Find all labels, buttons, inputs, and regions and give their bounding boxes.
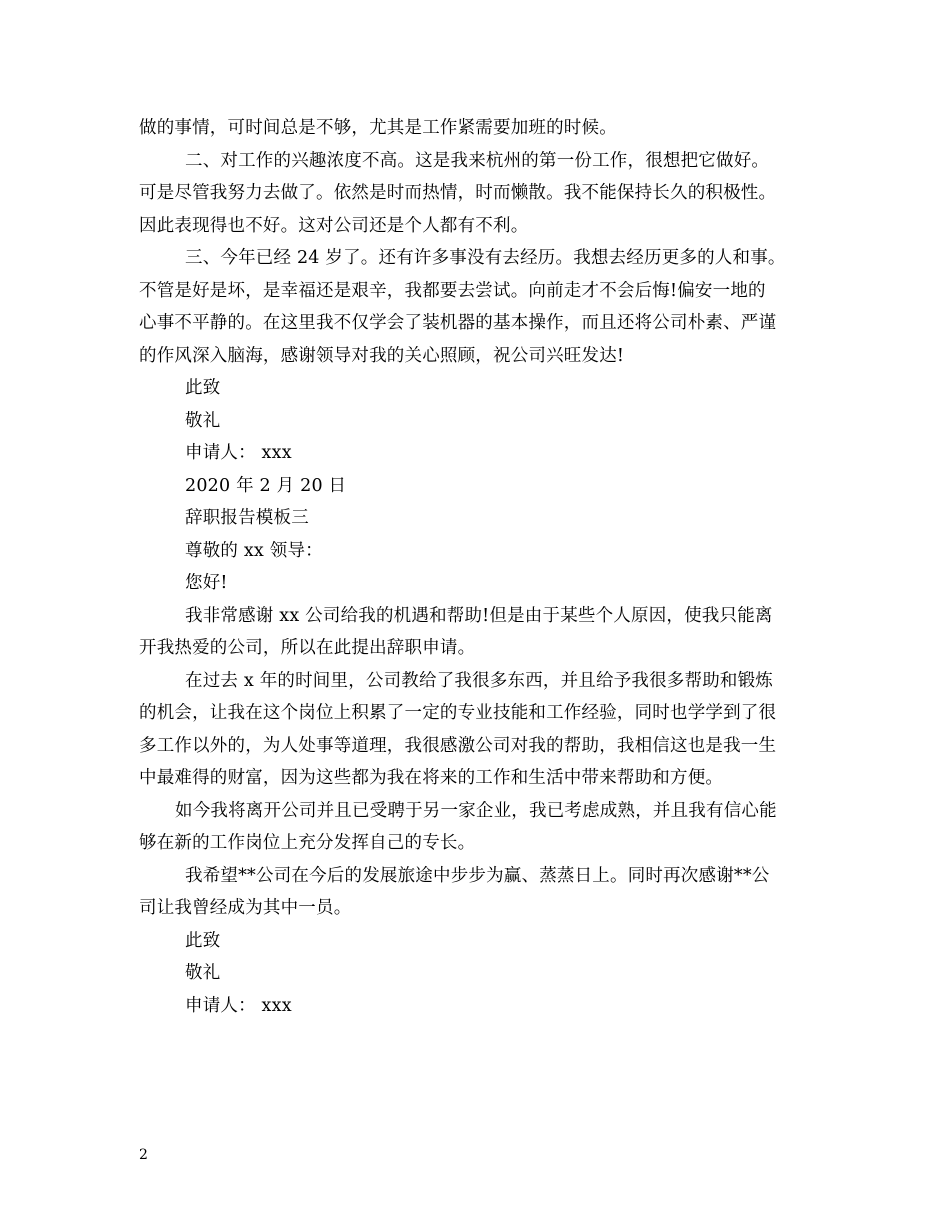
text-line: 此致: [185, 378, 221, 398]
page-number: 2: [139, 1147, 148, 1163]
text-line: 敬礼: [185, 410, 221, 431]
text-line: 做的事情，可时间总是不够，尤其是工作紧需要加班的时候。: [139, 118, 617, 138]
text-line: 司让我曾经成为其中一员。: [139, 898, 352, 918]
text-line: 尊敬的 xx 领导：: [185, 540, 323, 561]
text-line: 因此表现得也不好。这对公司还是个人都有不利。: [139, 215, 529, 236]
text-line: 我希望**公司在今后的发展旅途中步步为赢、蒸蒸日上。同时再次感谢**公: [185, 865, 770, 886]
text-line: 的机会，让我在这个岗位上积累了一定的专业技能和工作经验，同时也学学到了很: [139, 703, 777, 723]
text-line: 中最难得的财富，因为这些都为我在将来的工作和生活中带来帮助和方便。: [139, 768, 724, 788]
text-line: 够在新的工作岗位上充分发挥自己的专长。: [139, 833, 476, 853]
text-line: 可是尽管我努力去做了。依然是时而热情，时而懒散。我不能保持长久的积极性。: [139, 183, 777, 203]
text-line: 如今我将离开公司并且已受聘于另一家企业，我已考虑成熟，并且我有信心能: [175, 800, 777, 821]
text-line: 此致: [185, 930, 221, 951]
text-line: 多工作以外的，为人处事等道理，我很感激公司对我的帮助，我相信这也是我一生: [139, 735, 777, 756]
document-body: [139, 112, 815, 1022]
text-line: 开我热爱的公司，所以在此提出辞职申请。: [139, 638, 476, 658]
text-line: 不管是好是坏，是幸福还是艰辛，我都要去尝试。向前走才不会后悔!偏安一地的: [139, 280, 766, 301]
text-line: 在过去 x 年的时间里，公司教给了我很多东西，并且给予我很多帮助和锻炼: [185, 670, 773, 691]
text-line: 心事不平静的。在这里我不仅学会了装机器的基本操作，而且还将公司朴素、严谨: [139, 313, 777, 333]
text-line: 的作风深入脑海，感谢领导对我的关心照顾，祝公司兴旺发达!: [139, 345, 625, 366]
text-line: 申请人： xxx: [185, 443, 292, 463]
text-line: 敬礼: [185, 963, 221, 983]
text-line: 辞职报告模板三: [185, 508, 309, 528]
text-line: 三、今年已经 24 岁了。还有许多事没有去经历。我想去经历更多的人和事。: [185, 248, 786, 268]
text-line: 申请人： xxx: [185, 995, 292, 1016]
text-line: 二、对工作的兴趣浓度不高。这是我来杭州的第一份工作，很想把它做好。: [185, 150, 770, 171]
text-line: 我非常感谢 xx 公司给我的机遇和帮助!但是由于某些个人原因，使我只能离: [185, 605, 773, 626]
text-line: 您好!: [185, 573, 228, 593]
text-line: 2020 年 2 月 20 日: [185, 475, 347, 496]
